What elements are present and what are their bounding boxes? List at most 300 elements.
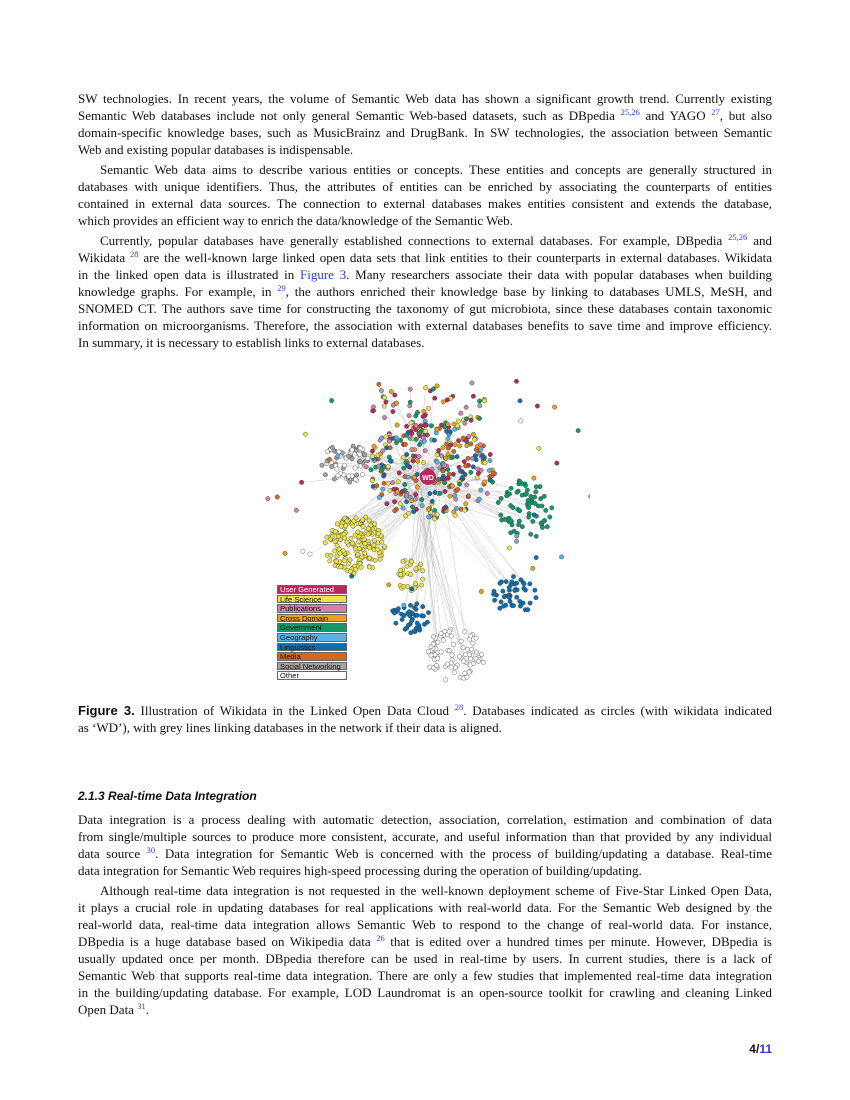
page-number: 4/11 <box>749 1042 772 1056</box>
database-node <box>426 610 430 614</box>
database-node <box>446 452 450 456</box>
database-node <box>342 536 346 540</box>
database-node <box>463 421 467 425</box>
database-node <box>373 558 377 562</box>
database-node <box>469 647 473 651</box>
database-node <box>332 477 336 481</box>
text-line: Although real-time data integration is not requested in the well-known deployment scheme of Five-Star Linked Open Data, <box>100 883 772 898</box>
database-node <box>299 480 303 484</box>
database-node <box>407 413 411 417</box>
database-node <box>385 501 389 505</box>
database-node <box>426 507 430 511</box>
database-node <box>381 449 385 453</box>
legend-item: Linguistics <box>277 643 347 652</box>
database-node <box>367 565 371 569</box>
database-node <box>447 649 451 653</box>
database-node <box>555 461 559 465</box>
database-node <box>333 539 337 543</box>
database-node <box>441 474 445 478</box>
database-node <box>370 449 374 453</box>
database-node <box>357 534 361 538</box>
database-node <box>382 415 386 419</box>
database-node <box>427 515 431 519</box>
database-node <box>459 639 463 643</box>
database-node <box>449 443 453 447</box>
database-node <box>548 515 552 519</box>
database-node <box>409 559 413 563</box>
database-node <box>357 547 361 551</box>
database-node <box>394 440 398 444</box>
database-node <box>468 657 472 661</box>
database-node <box>476 471 480 475</box>
text-line: Semantic Web that supports real-time data integration. There are only a few studies that implemented real-time data integration <box>78 968 772 983</box>
database-node <box>367 518 371 522</box>
database-node <box>443 489 447 493</box>
database-node <box>411 459 415 463</box>
database-node <box>358 459 362 463</box>
database-node <box>492 598 496 602</box>
database-node <box>533 588 537 592</box>
database-node <box>498 581 502 585</box>
database-node <box>515 490 519 494</box>
database-node <box>398 502 402 506</box>
database-node <box>441 445 445 449</box>
section-heading: 2.1.3 Real-time Data Integration <box>78 789 257 803</box>
database-node <box>339 524 343 528</box>
database-node <box>396 480 400 484</box>
database-node <box>362 452 366 456</box>
database-node <box>537 446 541 450</box>
database-node <box>445 398 449 402</box>
database-node <box>545 524 549 528</box>
database-node <box>382 545 386 549</box>
database-node <box>479 488 483 492</box>
database-node <box>369 468 373 472</box>
database-node <box>373 522 377 526</box>
database-node <box>350 541 354 545</box>
database-node <box>414 423 418 427</box>
database-node <box>453 513 457 517</box>
database-node <box>452 422 456 426</box>
database-node <box>393 509 397 513</box>
database-node <box>458 444 462 448</box>
database-node <box>349 536 353 540</box>
database-node <box>395 423 399 427</box>
database-node <box>349 574 353 578</box>
database-node <box>348 480 352 484</box>
database-node <box>345 519 349 523</box>
database-node <box>356 553 360 557</box>
database-node <box>499 496 503 500</box>
database-node <box>358 452 362 456</box>
database-node <box>488 458 492 462</box>
database-node <box>406 623 410 627</box>
database-node <box>449 634 453 638</box>
database-node <box>522 582 526 586</box>
database-node <box>408 387 412 391</box>
database-node <box>418 430 422 434</box>
database-node <box>334 559 338 563</box>
database-node <box>375 484 379 488</box>
text-line: Semantic Web databases include not only general Semantic Web-based datasets, such as DBpedia $^{25,26}$ and YAGO $^{27}$, but also <box>78 107 773 123</box>
database-node <box>376 531 380 535</box>
database-node <box>367 545 371 549</box>
database-node <box>462 459 466 463</box>
database-node <box>404 433 408 437</box>
caption-line: Figure 3. Illustration of Wikidata in the Linked Open Data Cloud $^{28}$. Databases indicated as circles (with wikidata indicated <box>78 702 772 718</box>
database-node <box>526 607 530 611</box>
text-line: Wikidata $^{28}$ are the well-known large linked open data sets that link entities to their counterparts in external databases. Wikidata <box>78 249 773 265</box>
database-node <box>380 540 384 544</box>
database-node <box>487 468 491 472</box>
database-node <box>348 558 352 562</box>
database-node <box>531 566 535 570</box>
database-node <box>444 456 448 460</box>
database-node <box>366 532 370 536</box>
database-node <box>358 446 362 450</box>
paragraph <box>78 232 772 351</box>
paragraph <box>78 90 772 158</box>
database-node <box>410 447 414 451</box>
database-node <box>330 445 334 449</box>
database-node <box>406 511 410 515</box>
database-node <box>434 663 438 667</box>
citation-link[interactable]: 26 <box>376 933 385 943</box>
database-node <box>354 473 358 477</box>
citation-link[interactable]: 31 <box>137 1001 146 1011</box>
database-node <box>488 478 492 482</box>
database-node <box>390 480 394 484</box>
database-node <box>408 603 412 607</box>
database-node <box>423 385 427 389</box>
database-node <box>478 442 482 446</box>
database-node <box>372 543 376 547</box>
database-node <box>471 661 475 665</box>
database-node <box>435 384 439 388</box>
database-node <box>422 409 426 413</box>
database-node <box>466 494 470 498</box>
text-line: Open Data $^{31}$. <box>78 1001 149 1017</box>
database-node <box>421 614 425 618</box>
database-node <box>283 551 287 555</box>
database-node <box>532 513 536 517</box>
database-node <box>337 450 341 454</box>
database-node <box>464 405 468 409</box>
paragraph <box>78 161 772 229</box>
database-node <box>422 439 426 443</box>
figure-legend <box>277 585 347 681</box>
paragraph <box>78 882 772 1018</box>
figure-caption <box>78 702 772 736</box>
database-node <box>479 652 483 656</box>
database-node <box>433 396 437 400</box>
database-node <box>453 442 457 446</box>
database-node <box>347 454 351 458</box>
database-node <box>507 546 511 550</box>
database-node <box>367 556 371 560</box>
text-line: in the building/updating database. For example, LOD Laundromat is an open-source toolkit for crawling and cleaning Linked <box>78 985 772 1000</box>
database-node <box>421 460 425 464</box>
database-node <box>417 442 421 446</box>
database-node <box>414 607 418 611</box>
database-node <box>323 540 327 544</box>
citation-link[interactable]: 25,26 <box>620 107 640 117</box>
database-node <box>320 463 324 467</box>
database-node <box>534 595 538 599</box>
database-node <box>372 444 376 448</box>
database-node <box>327 457 331 461</box>
database-node <box>420 497 424 501</box>
database-node <box>342 463 346 467</box>
database-node <box>421 604 425 608</box>
database-node <box>436 640 440 644</box>
database-node <box>404 494 408 498</box>
database-node <box>473 437 477 441</box>
database-node <box>333 529 337 533</box>
database-node <box>345 540 349 544</box>
database-node <box>404 424 408 428</box>
database-node <box>388 488 392 492</box>
database-node <box>413 492 417 496</box>
database-node <box>465 443 469 447</box>
database-node <box>432 438 436 442</box>
database-node <box>491 592 495 596</box>
database-node <box>438 491 442 495</box>
database-node <box>452 671 456 675</box>
database-node <box>451 472 455 476</box>
database-node <box>384 400 388 404</box>
database-node <box>415 410 419 414</box>
database-node <box>439 650 443 654</box>
database-node <box>448 494 452 498</box>
database-node <box>502 595 506 599</box>
database-node <box>409 587 413 591</box>
database-node <box>423 423 427 427</box>
database-node <box>377 495 381 499</box>
database-node <box>468 634 472 638</box>
database-node <box>404 452 408 456</box>
text-line: real-world data, real-time data integration allows Semantic Web to respond to the change of real-world data. For instance, <box>78 917 772 932</box>
database-node <box>446 422 450 426</box>
database-node <box>401 466 405 470</box>
citation-link[interactable]: 27 <box>711 107 720 117</box>
database-node <box>457 482 461 486</box>
database-node <box>391 409 395 413</box>
database-node <box>442 481 446 485</box>
database-node <box>337 547 341 551</box>
database-node <box>523 483 527 487</box>
citation-link[interactable]: 30 <box>146 845 156 855</box>
text-line: domain-specific knowledge bases, such as MusicBrainz and DrugBank. In SW technologies, the association between Semantic <box>78 125 772 140</box>
citation-link[interactable]: 25,26 <box>728 232 748 242</box>
database-node <box>372 539 376 543</box>
database-node <box>417 628 421 632</box>
database-node <box>455 454 459 458</box>
database-node <box>461 436 465 440</box>
database-node <box>509 519 513 523</box>
database-node <box>430 499 434 503</box>
database-node <box>442 463 446 467</box>
database-node <box>429 424 433 428</box>
database-node <box>404 499 408 503</box>
text-line: Semantic Web data aims to describe various entities or concepts. These entities and concepts are generally structured in <box>100 162 772 177</box>
database-node <box>435 656 439 660</box>
database-node <box>414 507 418 511</box>
database-node <box>421 569 425 573</box>
database-node <box>504 579 508 583</box>
database-node <box>431 642 435 646</box>
database-node <box>384 435 388 439</box>
database-node <box>474 650 478 654</box>
database-node <box>336 534 340 538</box>
database-node <box>446 476 450 480</box>
database-node <box>403 442 407 446</box>
database-node <box>527 515 531 519</box>
database-node <box>524 492 528 496</box>
database-node <box>508 599 512 603</box>
database-node <box>515 581 519 585</box>
database-node <box>335 467 339 471</box>
database-node <box>275 495 279 499</box>
database-node <box>483 461 487 465</box>
database-node <box>398 572 402 576</box>
database-node <box>444 442 448 446</box>
database-node <box>540 504 544 508</box>
database-node <box>474 447 478 451</box>
database-node <box>521 601 525 605</box>
database-node <box>328 559 332 563</box>
database-node <box>400 617 404 621</box>
database-node <box>482 399 486 403</box>
database-node <box>363 541 367 545</box>
database-node <box>534 485 538 489</box>
database-node <box>509 486 513 490</box>
database-node <box>501 589 505 593</box>
database-node <box>360 555 364 559</box>
database-node <box>351 524 355 528</box>
database-node <box>393 393 397 397</box>
database-node <box>479 448 483 452</box>
database-node <box>539 496 543 500</box>
total-pages-link[interactable]: 11 <box>759 1042 772 1056</box>
wikidata-label: WD <box>422 475 434 482</box>
database-node <box>376 464 380 468</box>
text-line: it plays a crucial role in updating databases for real applications with real-world data. For the Semantic Web designed by the <box>78 900 772 915</box>
database-node <box>481 660 485 664</box>
database-node <box>463 464 467 468</box>
database-node <box>435 427 439 431</box>
database-node <box>408 400 412 404</box>
database-node <box>366 527 370 531</box>
database-node <box>381 474 385 478</box>
database-node <box>446 437 450 441</box>
database-node <box>518 509 522 513</box>
database-node <box>559 555 563 559</box>
database-node <box>461 659 465 663</box>
database-node <box>406 475 410 479</box>
database-node <box>346 562 350 566</box>
text-line: DBpedia is a huge database based on Wikipedia data $^{26}$ that is edited over a hundred times per minute. However, DBpedia is <box>78 933 772 949</box>
database-node <box>339 565 343 569</box>
database-node <box>398 438 402 442</box>
database-node <box>329 398 333 402</box>
citation-link[interactable]: 29 <box>277 283 286 293</box>
database-node <box>370 478 374 482</box>
database-node <box>386 481 390 485</box>
database-node <box>450 653 454 657</box>
legend-item: User Generated <box>277 585 347 594</box>
database-node <box>406 584 410 588</box>
database-node <box>471 394 475 398</box>
database-node <box>532 476 536 480</box>
citation-link[interactable]: 28 <box>130 249 139 259</box>
database-node <box>417 454 421 458</box>
database-node <box>414 567 418 571</box>
database-node <box>330 464 334 468</box>
database-node <box>519 578 523 582</box>
database-node <box>457 465 461 469</box>
database-node <box>382 481 386 485</box>
database-node <box>363 551 367 555</box>
database-node <box>392 611 396 615</box>
database-node <box>353 466 357 470</box>
database-node <box>476 659 480 663</box>
database-node <box>414 437 418 441</box>
database-node <box>464 483 468 487</box>
database-node <box>496 500 500 504</box>
database-node <box>379 436 383 440</box>
text-line: information on microorganisms. Therefore, the association with external databases benefits to save time and improve efficiency. <box>78 318 772 333</box>
database-node <box>471 465 475 469</box>
database-node <box>550 506 554 510</box>
database-node <box>350 448 354 452</box>
database-node <box>456 438 460 442</box>
database-node <box>421 577 425 581</box>
database-node <box>389 389 393 393</box>
database-node <box>421 414 425 418</box>
database-node <box>387 583 391 587</box>
database-node <box>477 497 481 501</box>
database-node <box>461 645 465 649</box>
database-node <box>353 567 357 571</box>
text-line: databases with unique identifiers. Thus, the attributes of entities can be enriched by associating the counterparts of entities <box>78 179 772 194</box>
database-node <box>485 491 489 495</box>
database-node <box>415 613 419 617</box>
database-node <box>407 609 411 613</box>
database-node <box>450 484 454 488</box>
database-node <box>531 519 535 523</box>
database-node <box>480 453 484 457</box>
figure-reference-link[interactable]: Figure 3 <box>300 267 347 282</box>
database-node <box>428 491 432 495</box>
database-node <box>460 476 464 480</box>
database-node <box>552 405 556 409</box>
database-node <box>522 586 526 590</box>
database-node <box>394 621 398 625</box>
database-node <box>413 582 417 586</box>
citation-link[interactable]: 28 <box>454 702 464 712</box>
database-node <box>379 388 383 392</box>
database-node <box>459 411 463 415</box>
database-node <box>410 505 414 509</box>
database-node <box>463 630 467 634</box>
database-node <box>435 460 439 464</box>
database-node <box>464 417 468 421</box>
database-node <box>463 652 467 656</box>
legend-item: Social Networking <box>277 662 347 671</box>
database-node <box>384 446 388 450</box>
database-node <box>441 638 445 642</box>
